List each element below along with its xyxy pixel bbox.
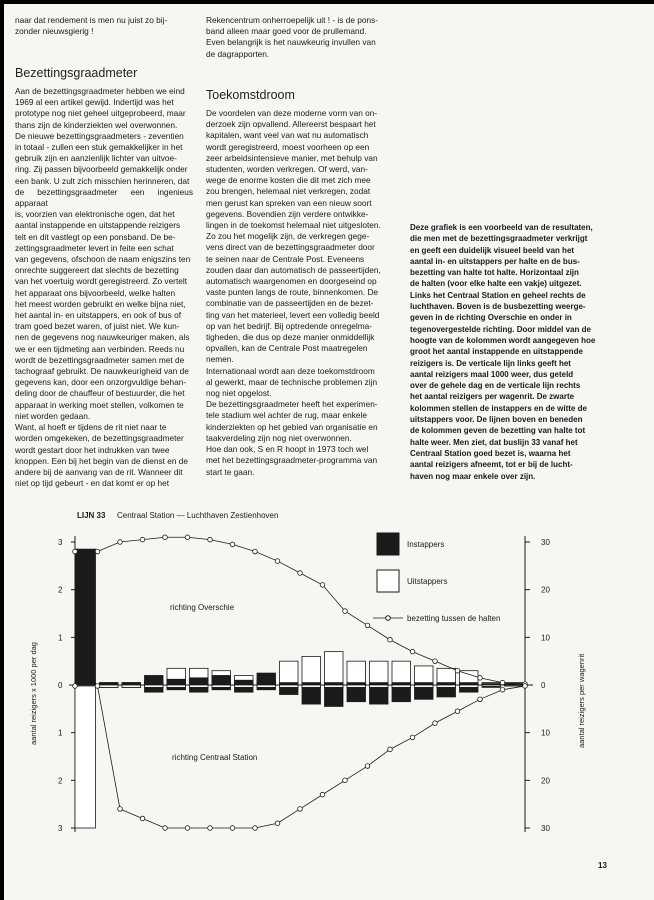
bar-centraal-uitstappers — [482, 685, 501, 686]
occupancy-overschie-line — [75, 537, 525, 684]
occupancy-centraal-point — [253, 826, 258, 831]
left-tick-label-down: 1 — [58, 728, 63, 738]
left-tick-label-up: 1 — [58, 633, 63, 643]
bar-overschie-instappers — [235, 680, 254, 685]
occupancy-overschie-point — [365, 623, 370, 628]
occupancy-overschie-point — [388, 637, 393, 642]
occupancy-centraal-point — [523, 684, 528, 689]
occupancy-overschie-point — [163, 535, 168, 540]
occupancy-centraal-point — [73, 684, 78, 689]
chart-caption: Deze grafiek is een voorbeeld van de resultaten, die men met de bezettingsgraadmeter verkrijgt en geeft een duidelijk visueel beeld van het aantal in- en uitstappers per halte en de bus- bezetting van halte tot halte. Horizontaal zijn de halten (voor elke halte een vakje) uitgezet. Links het Centraal Station en geheel rechts de luchthaven. Boven is de busbezetting weerge- geven in de richting Overschie en onder in tegenovergestelde richting. Door middel van de hoogte van de kolommen wordt aangegeven hoe groot het aantal instappende en uitstappende reizigers is. De verticale lijn links geeft het aantal reizigers maal 1000 weer, dus geteld over de gehele dag en de verticale lijn rechts het aantal reizigers per wagenrit. De zwarte kolommen stellen de instappers en de witte de uitstappers voor. De lijnen boven en beneden de kolommen geven de bezetting van halte tot halte weer. Men ziet, dat buslijn 33 vanaf het Centraal Station goed bezet is, waarna het aantal reizigers afneemt, tot er bij de lucht- haven nog maar enkele over zijn. — [410, 223, 596, 481]
direction-label-overschie: richting Overschie — [170, 603, 235, 612]
bar-centraal-uitstappers — [257, 685, 276, 687]
occupancy-overschie-point — [410, 649, 415, 654]
occupancy-overschie-point — [73, 549, 78, 554]
occupancy-overschie-point — [118, 540, 123, 545]
occupancy-centraal-point — [95, 684, 100, 689]
bar-centraal-uitstappers — [325, 685, 344, 687]
bar-centraal-uitstappers — [392, 685, 411, 687]
column-2-intro: Rekencentrum onherroepelijk uit ! - is de pons- band alleen maar goed voor de prullemand. Even belangrijk is het nauwkeurig invullen van de dagrapporten. — [206, 15, 379, 59]
occupancy-overschie-point — [95, 549, 100, 554]
bar-centraal-uitstappers — [167, 685, 186, 687]
occupancy-centraal-point — [388, 747, 393, 752]
page-number: 13 — [598, 861, 607, 870]
right-tick-label-down: 20 — [541, 776, 550, 786]
legend-point-bezetting — [386, 616, 391, 621]
right-tick-label-up: 20 — [541, 585, 550, 595]
occupancy-overschie-point — [320, 583, 325, 588]
occupancy-overschie-point — [140, 537, 145, 542]
direction-label-centraal: richting Centraal Station — [172, 753, 258, 762]
occupancy-centraal-point — [298, 807, 303, 812]
occupancy-centraal-point — [500, 687, 505, 692]
legend-swatch-instappers — [377, 533, 399, 555]
legend-label-uitstappers: Uitstappers — [407, 577, 448, 586]
occupancy-overschie-point — [478, 676, 483, 681]
occupancy-centraal-point — [140, 816, 145, 821]
left-tick-label-down: 2 — [58, 776, 63, 786]
occupancy-centraal-point — [275, 821, 280, 826]
bar-centraal-uitstappers — [460, 685, 479, 687]
bar-centraal-instappers — [325, 685, 344, 706]
bar-overschie-uitstappers — [415, 666, 434, 685]
bar-centraal-uitstappers — [75, 685, 96, 828]
right-tick-label-down: 30 — [541, 824, 550, 833]
bar-centraal-uitstappers — [280, 685, 299, 687]
chart-line-label: LIJN 33 — [77, 511, 106, 520]
bar-centraal-instappers — [302, 685, 321, 704]
occupancy-overschie-point — [253, 549, 258, 554]
occupancy-overschie-point — [433, 659, 438, 664]
occupancy-overschie-point — [275, 559, 280, 564]
bar-overschie-uitstappers — [370, 661, 389, 685]
left-tick-label-up: 0 — [58, 681, 63, 690]
bar-centraal-uitstappers — [437, 685, 456, 687]
left-tick-label-up: 3 — [58, 538, 63, 547]
occupancy-centraal-point — [320, 792, 325, 797]
occupancy-centraal-point — [433, 721, 438, 726]
bar-centraal-uitstappers — [235, 685, 254, 687]
occupancy-centraal-point — [343, 778, 348, 783]
bar-centraal-uitstappers — [100, 685, 119, 687]
occupancy-overschie-point — [230, 542, 235, 547]
right-tick-label-up: 10 — [541, 633, 550, 643]
occupancy-centraal-point — [478, 697, 483, 702]
bar-centraal-uitstappers — [302, 685, 321, 687]
right-tick-label-up: 30 — [541, 538, 550, 547]
bar-centraal-instappers — [370, 685, 389, 704]
bar-overschie-uitstappers — [325, 652, 344, 685]
occupancy-overschie-point — [185, 535, 190, 540]
bar-overschie-uitstappers — [392, 661, 411, 685]
bar-overschie-uitstappers — [280, 661, 299, 685]
heading-toekomstdroom: Toekomstdroom — [206, 88, 295, 102]
occupancy-overschie-point — [208, 537, 213, 542]
bar-overschie-instappers — [167, 679, 186, 685]
occupancy-overschie-point — [500, 680, 505, 685]
column-1-intro: naar dat rendement is men nu juist zo bij- zonder nieuwsgierig ! — [15, 15, 168, 37]
occupancy-overschie-point — [343, 609, 348, 614]
bar-overschie-uitstappers — [302, 656, 321, 685]
right-tick-label-up: 0 — [541, 681, 546, 690]
occupancy-overschie-point — [298, 571, 303, 576]
occupancy-overschie-point — [455, 668, 460, 673]
bar-overschie-uitstappers — [347, 661, 366, 685]
legend-swatch-uitstappers — [377, 570, 399, 592]
left-tick-label-down: 3 — [58, 824, 63, 833]
bar-overschie-instappers — [190, 678, 209, 685]
right-tick-label-down: 10 — [541, 728, 550, 738]
bar-centraal-uitstappers — [122, 685, 141, 687]
occupancy-centraal-point — [163, 826, 168, 831]
legend-label-instappers: Instappers — [407, 540, 445, 549]
left-axis-label: aantal reizigers x 1000 per dag — [29, 642, 38, 745]
bar-overschie-instappers — [75, 549, 96, 685]
bar-centraal-uitstappers — [347, 685, 366, 687]
occupancy-centraal-point — [208, 826, 213, 831]
right-axis-label: aantal reizigers per wagenrit — [577, 653, 586, 748]
bar-centraal-uitstappers — [370, 685, 389, 687]
bar-overschie-instappers — [145, 675, 164, 685]
occupancy-centraal-point — [185, 826, 190, 831]
bar-centraal-uitstappers — [505, 685, 524, 686]
occupancy-centraal-point — [118, 807, 123, 812]
heading-bezettingsgraadmeter: Bezettingsgraadmeter — [15, 66, 138, 80]
occupancy-centraal-point — [365, 764, 370, 769]
bar-overschie-instappers — [257, 673, 276, 685]
column-1-body: Aan de bezettingsgraadmeter hebben we eind 1969 al een artikel gewijd. Indertijd was het prototype nog niet geheel uitgeprobeerd, maar thans zijn de kinderziekten wel overwonnen. De nieuwe bezettingsgraadmeters - zeventien in totaal - zullen een stuk gemakkelijker in het gebruik zijn en aanzienlijk lichter van uitvoe- ring. Zij passen bijvoorbeeld gemakkelijk onder een bank. U zult zich misschien herinneren, dat de bezettingsgraadmeter een ingenieus apparaat is, voorzien van elektronische ogen, dat het aantal instappende en uitstappende reizigers telt en dit vastlegt op een ponsband. De be- zettingsgraadmeter levert in feite een schat van gegevens, ofschoon de naam enigszins ten onrechte suggereert dat slechts de bezetting van het voertuig wordt geregistreerd. Zo vertelt het apparaat ons bijvoorbeeld, welke halten het meest worden gebruikt en welke bijna niet, het aantal in- en uitstappers, en ook of bus of tram goed bezet waren, of juist niet. We kun- nen de gegevens nog nauwkeuriger maken, als we er een tijdmeting aan verbinden. Reeds nu wordt de bezettingsgraadmeter samen met de tachograaf gebruikt. De nauwkeurigheid van de gegevens kan, door een onzorgvuldige behan- deling door de chauffeur of bestuurder, die het apparaat in werking moet stellen, volkomen te niet worden gedaan. Want, al hoeft er tijdens de rit niet naar te worden omgekeken, de bezettingsgraadmeter wordt gestart door het indrukken van twee knoppen. Een bij het begin van de dienst en de andere bij de aanvang van de rit. Wanneer dit niet op tijd gebeurt - en dat komt er op het — [15, 86, 193, 489]
occupancy-centraal-point — [410, 735, 415, 740]
bar-overschie-instappers — [212, 675, 231, 685]
bar-centraal-uitstappers — [415, 685, 434, 687]
bar-centraal-uitstappers — [212, 685, 231, 687]
legend-label-bezetting: bezetting tussen de halten — [407, 614, 501, 623]
bar-centraal-uitstappers — [190, 685, 209, 687]
left-tick-label-up: 2 — [58, 585, 63, 595]
occupancy-centraal-point — [455, 709, 460, 714]
occupancy-centraal-point — [230, 826, 235, 831]
bar-centraal-uitstappers — [145, 685, 164, 687]
column-2-body: De voordelen van deze moderne vorm van on- derzoek zijn opvallend. Allereerst bespaart het kapitalen, want veel van wat nu automatisch wordt geregistreerd, moest voorheen op een zeer arbeidsintensieve manier, met behulp van studenten, worden verkregen. Of werd, van- wege de enorme kosten die dit met zich mee zou brengen, helemaal niet verkregen, zodat men gerust kan spreken van een nieuw soort gegevens. Bovendien zijn verdere ontwikke- lingen in de toekomst helemaal niet uitgesloten. Zo zou het mogelijk zijn, de verkregen gege- vens direct van de bezettingsgraadmeter door te seinen naar de Centrale Post. Eveneens zouden daar dan automatisch de passeertijden, automatisch waargenomen en doorgeseind op vaste punten langs de route, binnenkomen. De combinatie van de passeertijden en de bezet- ting van het materieel, levert een volledig beeld op van het bedrijf. Bij optredende onregelma- tigheden, die dus op deze manier onmiddellijk opvallen, kan de Centrale Post maatregelen nemen. Internationaal wordt aan deze toekomstdroom al gewerkt, maar de technische problemen zijn nog niet opgelost. De bezettingsgraadmeter heeft het experimen- tele stadium wel achter de rug, maar enkele kinderziekten op het gebied van organisatie en taakverdeling zijn nog niet overwonnen. Hoe dan ook, S en R hoopt in 1973 toch wel met het bezettingsgraadmeter-programma van start te gaan. — [206, 108, 381, 477]
chart-route: Centraal Station — Luchthaven Zestienhoven — [117, 511, 279, 520]
